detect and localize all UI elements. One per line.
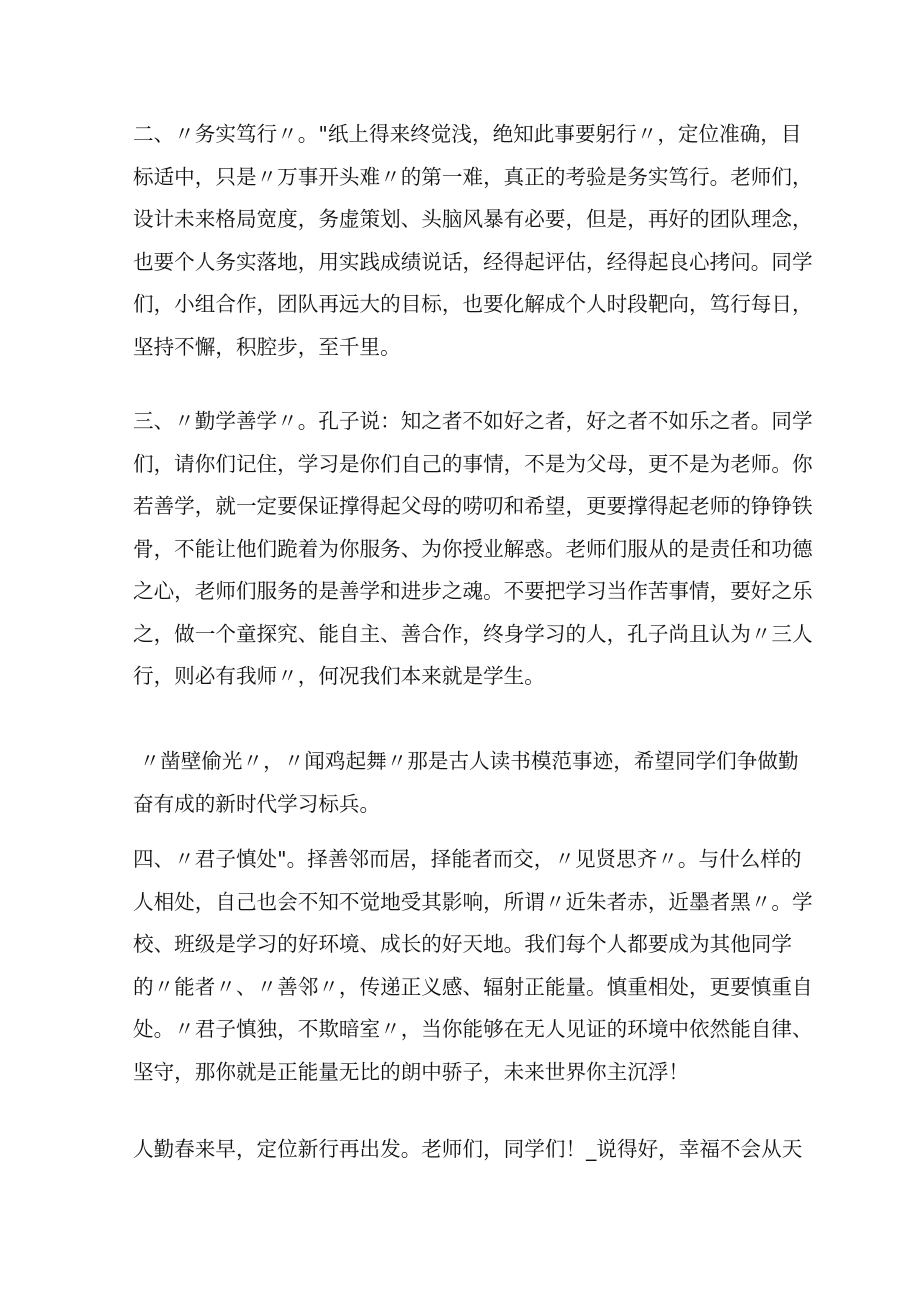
paragraph-study-example — [133, 740, 803, 825]
text-line: 们，小组合作，团队再远大的目标，也要化解成个人时段靶向，笃行每日， — [133, 292, 813, 316]
paragraph-closing — [133, 1128, 803, 1171]
paragraph-pursue-practice — [133, 113, 813, 368]
text-line: 校、班级是学习的好环境、成长的好天地。我们每个人都要成为其他同学 — [133, 932, 792, 956]
text-line: 之，做一个童探究、能自主、善合作，终身学习的人，孔子尚且认为〃三人 — [133, 621, 813, 646]
text-line: 处。〃君子慎独，不欺暗室〃，当你能够在无人见证的环境中依然能自律、 — [133, 1017, 813, 1041]
text-line: 们，请你们记住，学习是你们自己的事情，不是为父母，更不是为老师。你 — [133, 451, 813, 476]
text-line: 人勤春来早，定位新行再出发。老师们，同学们！_说得好，幸福不会从天 — [133, 1137, 803, 1161]
text-line: 之心，老师们服务的是善学和进步之魂。不要把学习当作苦事情，要好之乐 — [133, 579, 813, 603]
text-line: 标适中，只是〃万事开头难〃的第一难，真正的考验是务实笃行。老师们， — [133, 164, 813, 189]
text-line: 奋有成的新时代学习标兵。 — [133, 791, 381, 816]
text-line: 行，则必有我师〃，何况我们本来就是学生。 — [133, 664, 545, 688]
text-line: 坚持不懈，积腔步，至千里。 — [133, 334, 401, 359]
paragraph-diligent-study — [133, 400, 813, 698]
text-line: 二、〃务实笃行〃。"纸上得来终觉浅，绝知此事要躬行〃，定位准确，目 — [133, 122, 802, 146]
text-line: 骨，不能让他们跪着为你服务、为你授业解惑。老师们服从的是责任和功德 — [133, 536, 813, 561]
text-line: 四、〃君子慎处"。择善邻而居，择能者而交，〃见贤思齐〃。与什么样的 — [133, 847, 802, 871]
text-line: 设计未来格局宽度，务虚策划、头脑风暴有必要，但是，再好的团队理念， — [133, 207, 813, 231]
text-line: 若善学，就一定要保证撑得起父母的唠叨和希望，更要撑得起老师的铮铮铁 — [133, 494, 813, 518]
paragraph-careful-company — [133, 838, 813, 1093]
text-line: 的〃能者〃、〃善邻〃，传递正义感、辐射正能量。慎重相处，更要慎重自 — [133, 974, 813, 999]
text-line: 〃凿壁偷光〃，〃闻鸡起舞〃那是古人读书模范事迹，希望同学们争做勤 — [133, 749, 799, 773]
text-line: 坚守，那你就是正能量无比的朗中骄子，未来世界你主沉浮！ — [133, 1059, 690, 1084]
text-line: 人相处，自己也会不知不觉地受其影响，所谓〃近朱者赤，近墨者黑〃。学 — [133, 889, 813, 914]
text-line: 三、〃勤学善学〃。孔子说：知之者不如好之者，好之者不如乐之者。同学 — [133, 409, 813, 433]
text-line: 也要个人务实落地，用实践成绩说话，经得起评估，经得起良心拷问。同学 — [133, 249, 813, 274]
